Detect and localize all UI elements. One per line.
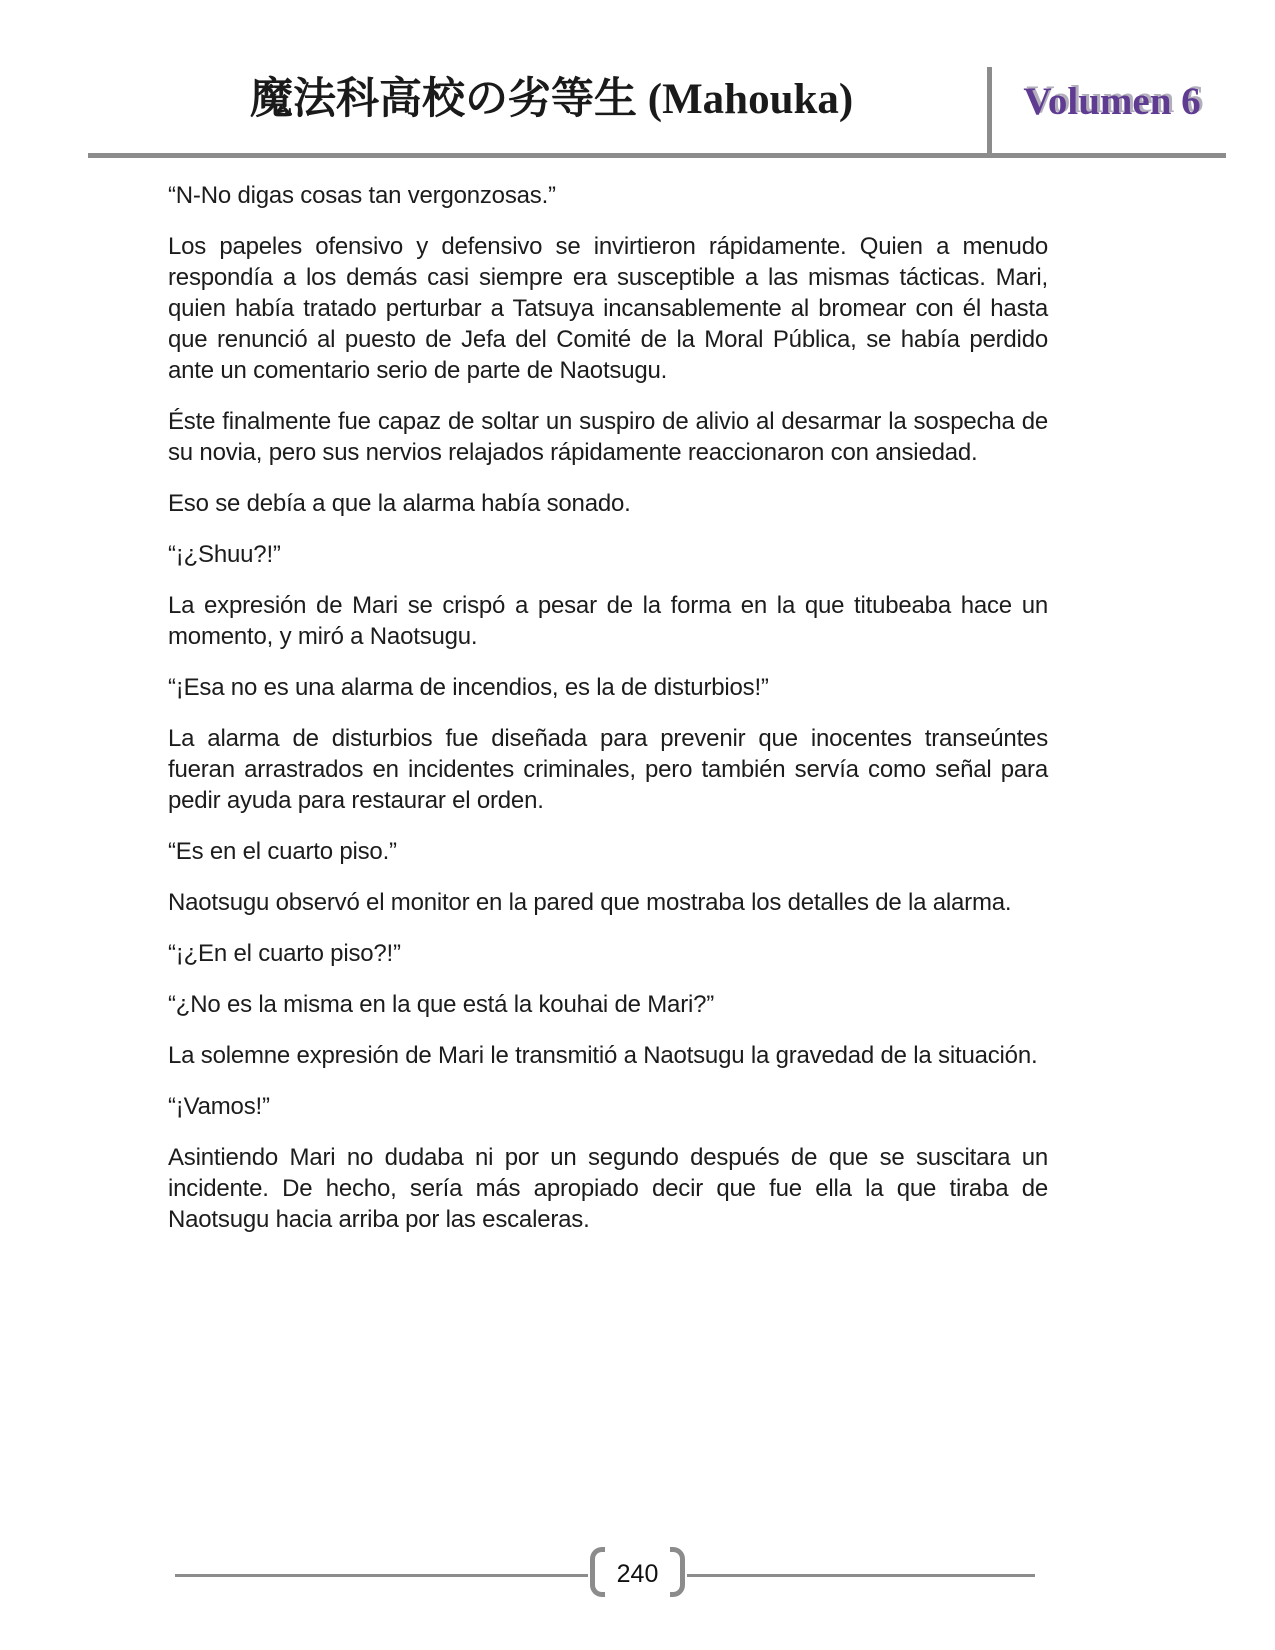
header-vertical-divider <box>987 67 992 155</box>
paragraph: “¿No es la misma en la que está la kouhai de Mari?” <box>168 991 715 1018</box>
paragraph: Eso se debía a que la alarma había sonado. <box>168 490 631 517</box>
paragraph: Éste finalmente fue capaz de soltar un suspiro de alivio al desarmar la sospecha de su novia, pero sus nervios relajados rápidamente reaccionaron con ansiedad. <box>168 408 1048 466</box>
paragraph: “¡¿En el cuarto piso?!” <box>168 940 401 967</box>
footer-rule-left <box>175 1574 588 1577</box>
paragraph: “¡Esa no es una alarma de incendios, es la de disturbios!” <box>168 674 769 701</box>
paragraph: “¡Vamos!” <box>168 1093 270 1120</box>
volume-label: Volumen 6 <box>1023 80 1201 123</box>
paragraph: La solemne expresión de Mari le transmitió a Naotsugu la gravedad de la situación. <box>168 1042 1038 1069</box>
paragraph: “¡¿Shuu?!” <box>168 541 281 568</box>
paragraph: La expresión de Mari se crispó a pesar de la forma en la que titubeaba hace un momento, y miró a Naotsugu. <box>168 592 1048 650</box>
page-number: 240 <box>616 1560 659 1588</box>
paragraph: “Es en el cuarto piso.” <box>168 838 397 865</box>
paragraph: “N-No digas cosas tan vergonzosas.” <box>168 182 556 209</box>
paragraph: La alarma de disturbios fue diseñada para prevenir que inocentes transeúntes fueran arrastrados en incidentes criminales, pero también servía como señal para pedir ayuda para restaurar el orden. <box>168 725 1048 814</box>
paragraph: Naotsugu observó el monitor en la pared que mostraba los detalles de la alarma. <box>168 889 1012 916</box>
page-header-title: 魔法科高校の劣等生 (Mahouka) <box>250 76 854 123</box>
footer-rule-right <box>687 1574 1035 1577</box>
header-rule <box>88 153 1226 158</box>
paragraph: Los papeles ofensivo y defensivo se invirtieron rápidamente. Quien a menudo respondía a los demás casi siempre era susceptible a las mismas tácticas. Mari, quien había tratado perturbar a Tatsuya incansablemente al bromear con él hasta que renunció al puesto de Jefa del Comité de la Moral Pública, se había perdido ante un comentario serio de parte de Naotsugu. <box>168 233 1048 384</box>
paragraph: Asintiendo Mari no dudaba ni por un segundo después de que se suscitara un incidente. De hecho, sería más apropiado decir que fue ella la que tiraba de Naotsugu hacia arriba por las escaleras. <box>168 1144 1048 1233</box>
body-text <box>168 180 1048 1255</box>
page-number-bracket-right-icon <box>670 1547 685 1597</box>
